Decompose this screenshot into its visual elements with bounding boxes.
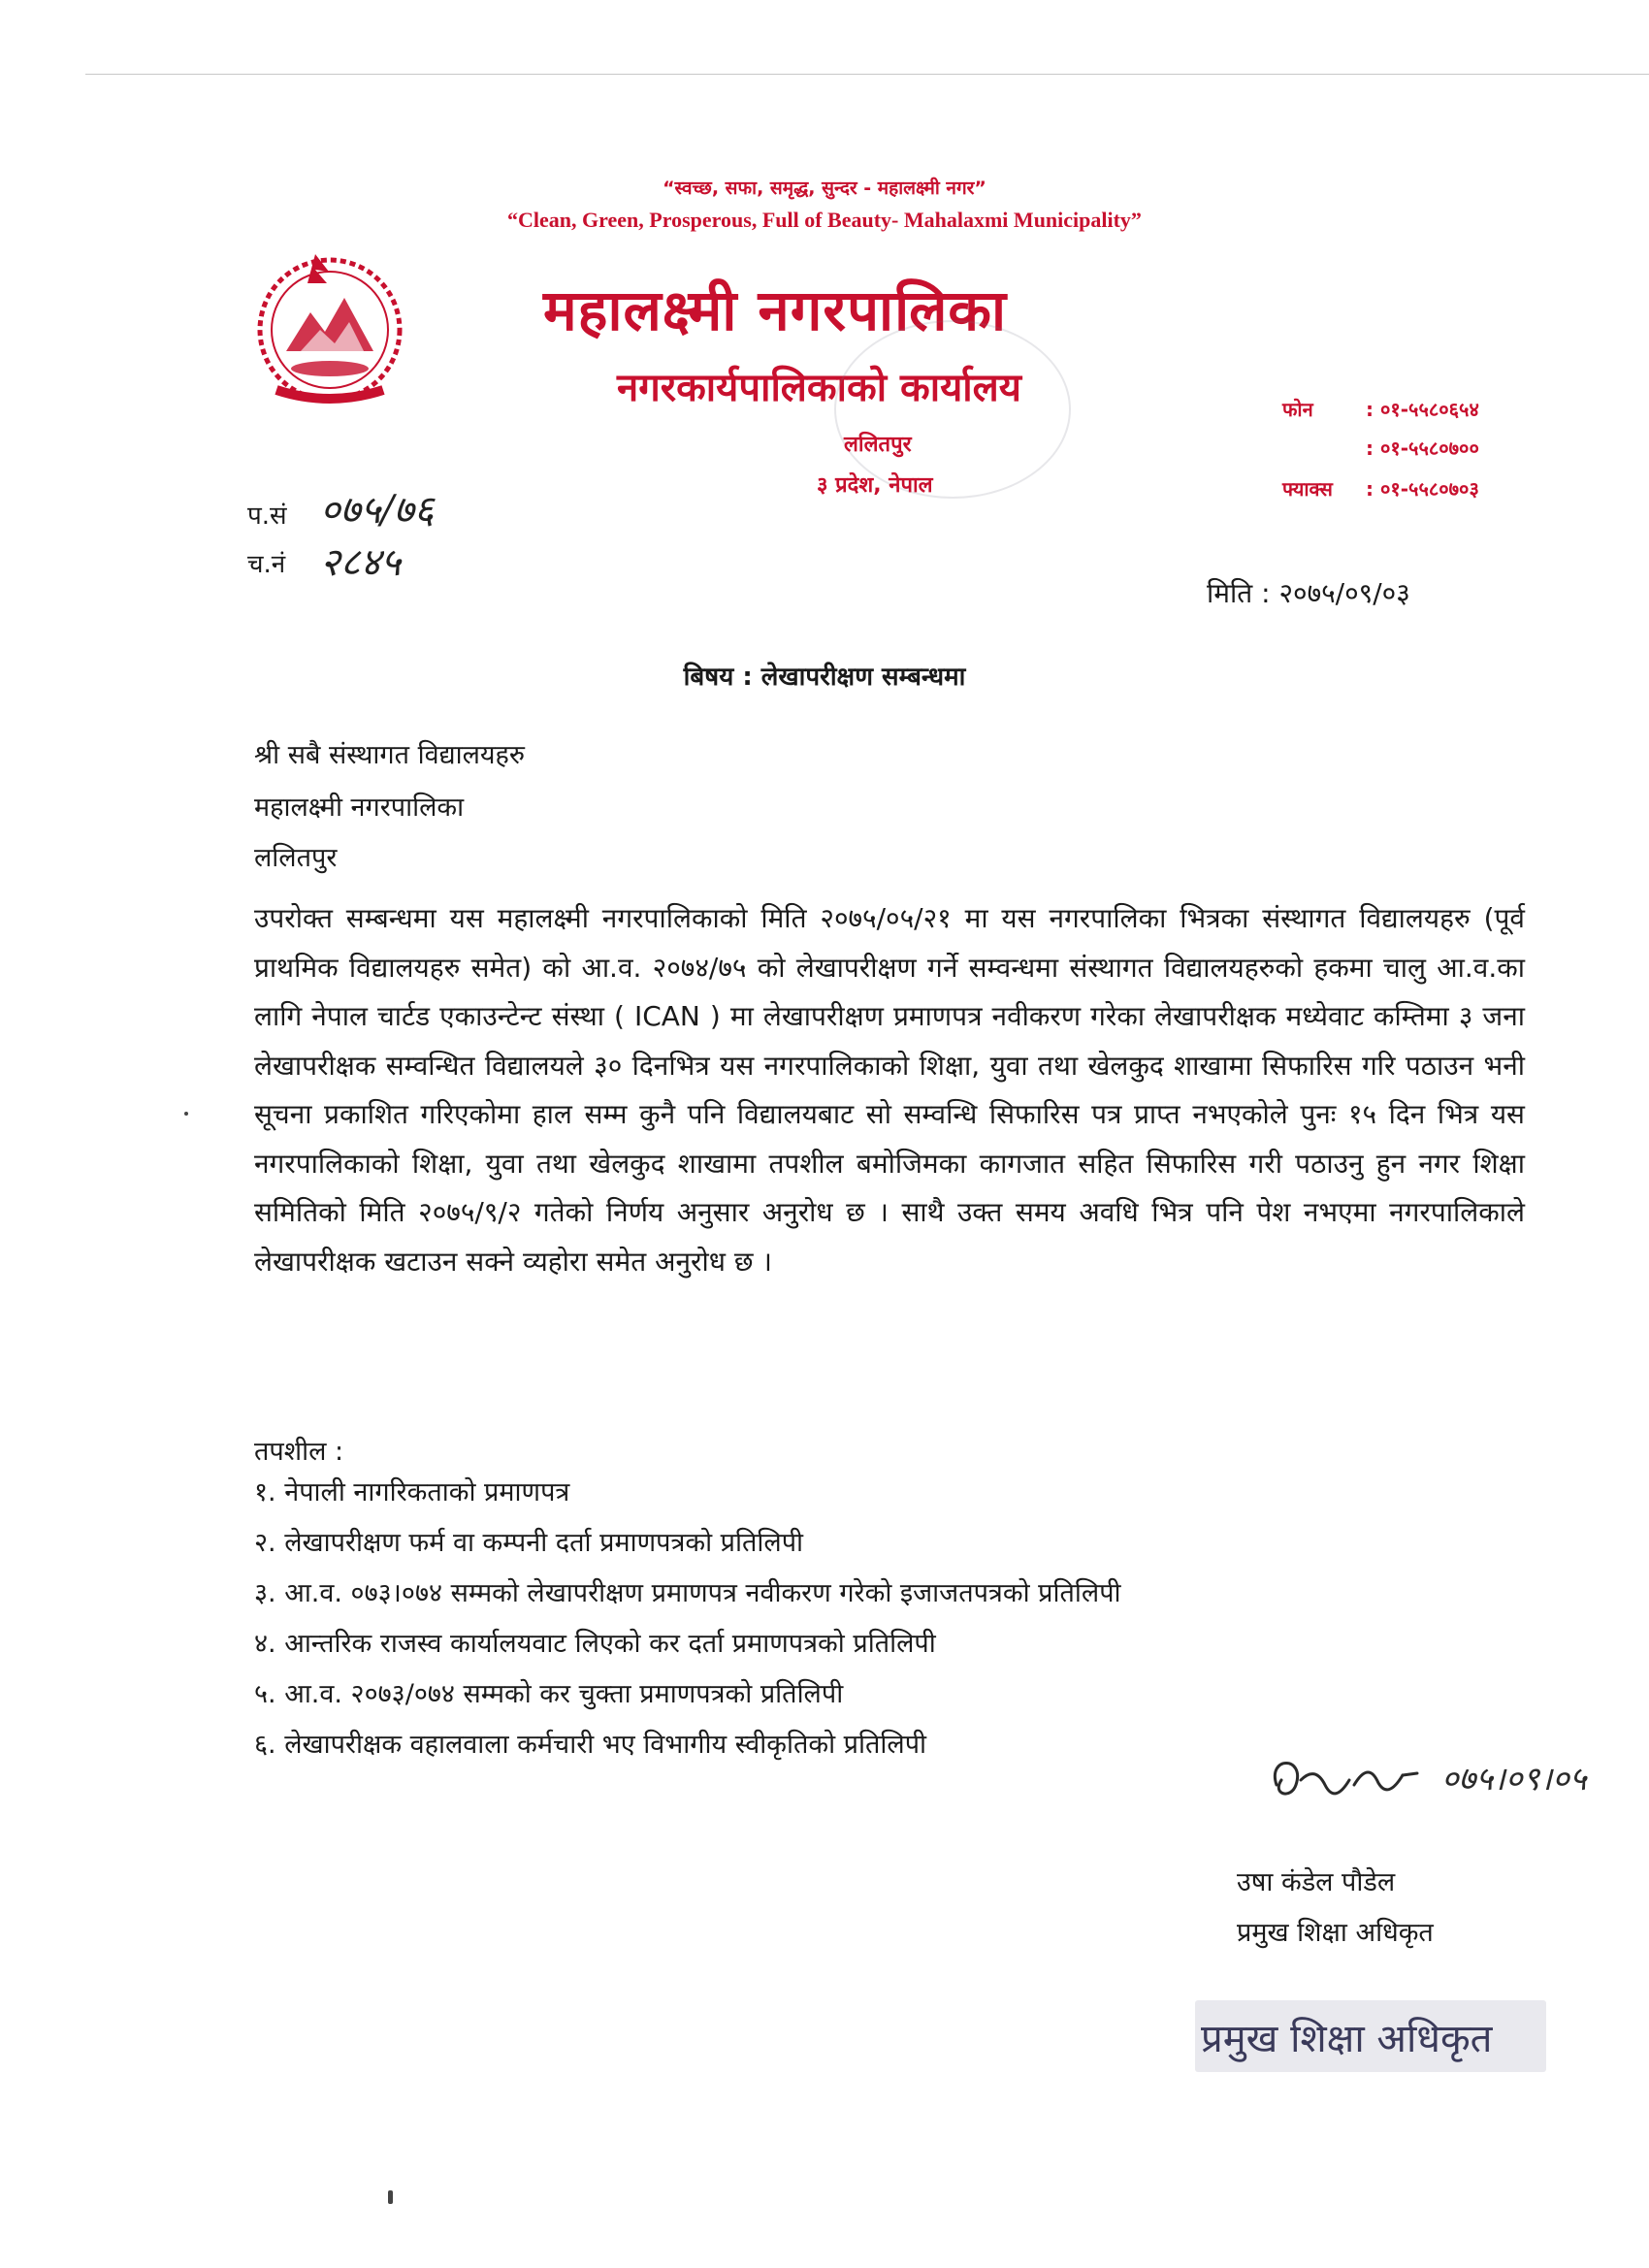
phone-label: फोन xyxy=(1282,398,1313,421)
signature-date-text: ०७५।०९।०५ xyxy=(1441,1760,1587,1798)
addressee-line-1: श्री सबै संस्थागत विद्यालयहरु xyxy=(254,740,526,770)
designation-stamp: प्रमुख शिक्षा अधिकृत xyxy=(1201,2017,1493,2061)
addressee-line-3: ललितपुर xyxy=(254,843,338,873)
office-district: ललितपुर xyxy=(844,433,912,457)
list-item: २. लेखापरीक्षण फर्म वा कम्पनी दर्ता प्रमाणपत्रको प्रतिलिपी xyxy=(254,1528,804,1558)
phone-number-2: : ०१-५५८०७०० xyxy=(1366,437,1479,460)
scan-edge-line xyxy=(85,74,1649,75)
phone-number-1: : ०१-५५८०६५४ xyxy=(1366,398,1479,421)
fax-label: फ्याक्स xyxy=(1282,477,1333,501)
ps-label: प.सं xyxy=(247,502,287,531)
list-item: ५. आ.व. २०७३/०७४ सम्मको कर चुक्ता प्रमाणपत्रको प्रतिलिपी xyxy=(254,1679,844,1709)
slogan-nepali: “स्वच्छ, सफा, समृद्ध, सुन्दर - महालक्ष्मी नगर” xyxy=(663,178,986,199)
cn-label: च.नं xyxy=(247,550,286,579)
signatory-title: प्रमुख शिक्षा अधिकृत xyxy=(1237,1918,1434,1948)
addressee-line-2: महालक्ष्मी नगरपालिका xyxy=(254,793,465,823)
list-heading: तपशील : xyxy=(254,1437,344,1467)
fax-line xyxy=(1282,475,1479,502)
scan-speck xyxy=(388,2190,393,2204)
list-item: ६. लेखापरीक्षक वहालवाला कर्मचारी भए विभागीय स्वीकृतिको प्रतिलिपी xyxy=(254,1730,927,1760)
office-title: महालक्ष्मी नगरपालिका xyxy=(543,277,1007,343)
subject-line: बिषय : लेखापरीक्षण सम्बन्धमा xyxy=(683,663,966,692)
phone-line-1 xyxy=(1282,396,1479,422)
nepal-emblem-icon xyxy=(247,244,412,409)
slogan-english: “Clean, Green, Prosperous, Full of Beauty- Mahalaxmi Municipality” xyxy=(507,208,1142,232)
scan-speck xyxy=(184,1112,188,1116)
office-province: ३ प्रदेश, नेपाल xyxy=(817,473,933,498)
list-item: ४. आन्तरिक राजस्व कार्यालयवाट लिएको कर दर्ता प्रमाणपत्रको प्रतिलिपी xyxy=(254,1629,936,1659)
cn-handwritten-value: २८४५ xyxy=(320,540,402,585)
letter-date: मिति : २०७५/०९/०३ xyxy=(1207,577,1410,609)
list-item: ३. आ.व. ०७३।०७४ सम्मको लेखापरीक्षण प्रमाणपत्र नवीकरण गरेको इजाजतपत्रको प्रतिलिपी xyxy=(254,1578,1121,1608)
ps-handwritten-value: ०७५/७६ xyxy=(320,488,435,533)
handwritten-signature xyxy=(1257,1746,1626,1853)
fax-number: : ०१-५५८०७०३ xyxy=(1366,477,1479,501)
letter-body: उपरोक्त सम्बन्धमा यस महालक्ष्मी नगरपालिकाको मिति २०७५/०५/२१ मा यस नगरपालिका भित्रका संस्थागत विद्यालयहरु (पूर्व प्राथमिक विद्यालयहरु समेत) को आ.व. २०७४/७५ को लेखापरीक्षण गर्ने सम्वन्धमा संस्थागत विद्यालयहरुको हकमा चालु आ.व.का लागि नेपाल चार्टड एकाउन्टेन्ट संस्था ( ICAN ) मा लेखापरीक्षण प्रमाणपत्र नवीकरण गरेका लेखापरीक्षक मध्येवाट कम्तिमा ३ जना लेखापरीक्षक सम्वन्धित विद्यालयले ३० दिनभित्र यस नगरपालिकाको शिक्षा, युवा तथा खेलकुद शाखामा सिफारिस गरि पठाउन भनी सूचना प्रकाशित गरिएकोमा हाल सम्म कुनै पनि विद्यालयबाट सो सम्वन्धि सिफारिस पत्र प्राप्त नभएकोले पुनः १५ दिन भित्र यस नगरपालिकाको शिक्षा, युवा तथा खेलकुद शाखामा तपशील बमोजिमका कागजात सहित सिफारिस गरी पठाउनु हुन नगर शिक्षा समितिको मिति २०७५/९/२ गतेको निर्णय अनुसार अनुरोध छ । साथै उक्त समय अवधि भित्र पनि पेश नभएमा नगरपालिकाले लेखापरीक्षक खटाउन सक्ने व्यहोरा समेत अनुरोध छ । xyxy=(254,902,1526,1278)
office-subtitle: नगरकार्यपालिकाको कार्यालय xyxy=(617,366,1021,410)
phone-line-2 xyxy=(1282,435,1479,461)
signatory-name: उषा कंडेल पौडेल xyxy=(1237,1867,1396,1897)
list-item: १. नेपाली नागरिकताको प्रमाणपत्र xyxy=(254,1477,570,1507)
